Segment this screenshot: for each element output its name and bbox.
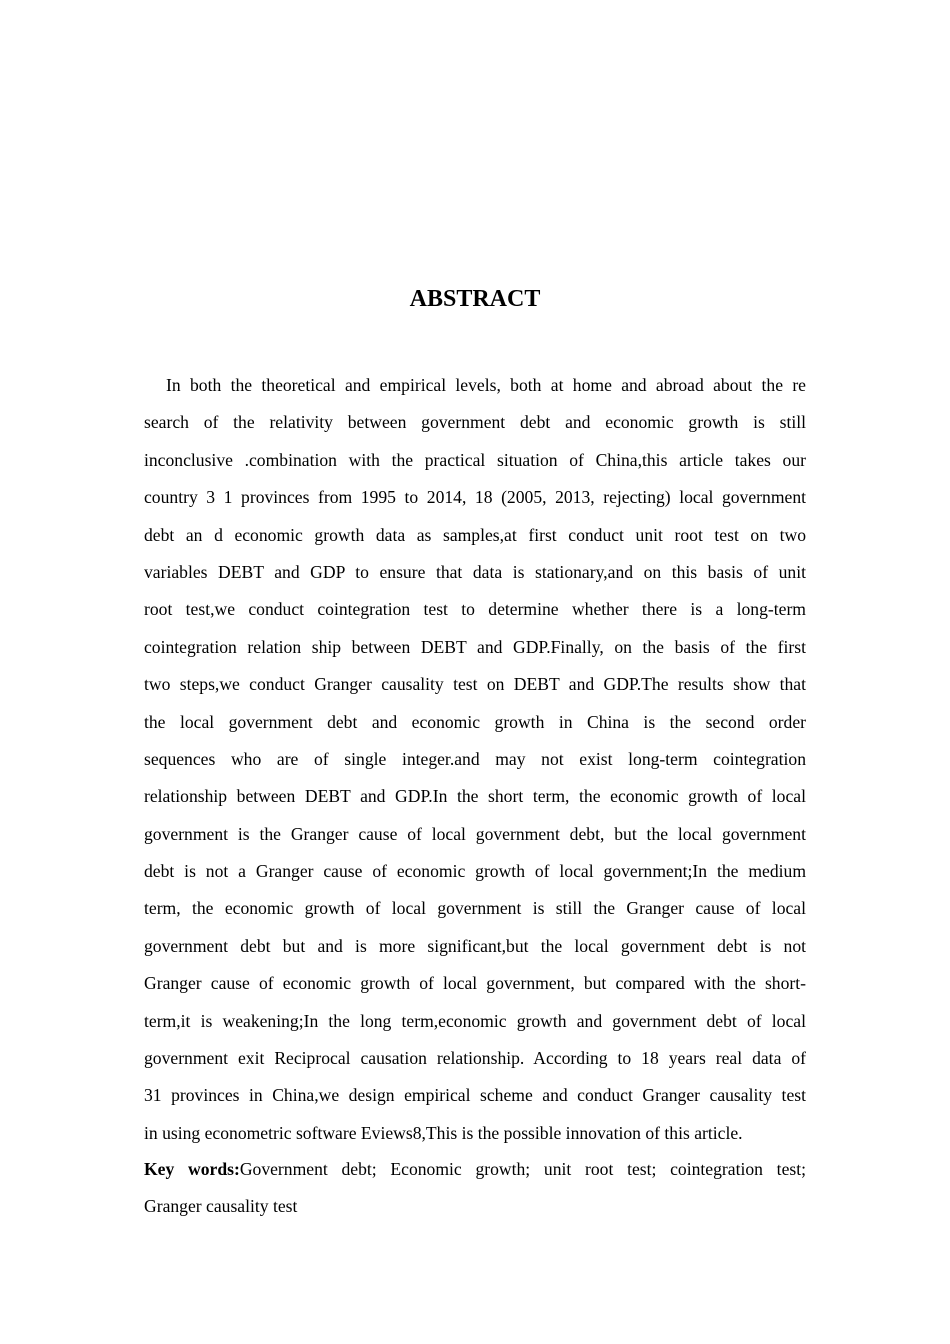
abstract-body — [144, 367, 806, 1152]
abstract-line: 31 provinces in China,we design empirical scheme and conduct Granger causality test — [144, 1085, 806, 1106]
abstract-line: variables DEBT and GDP to ensure that data is stationary,and on this basis of unit — [144, 561, 806, 582]
abstract-line: term,it is weakening;In the long term,economic growth and government debt of local — [144, 1010, 806, 1031]
keywords-line — [144, 1151, 806, 1188]
keywords-label: Key words: — [144, 1159, 240, 1179]
abstract-line: debt is not a Granger cause of economic growth of local government;In the medium — [144, 861, 806, 882]
abstract-line: country 3 1 provinces from 1995 to 2014, 18 (2005, 2013, rejecting) local government — [144, 487, 806, 508]
abstract-line: government debt but and is more significant,but the local government debt is not — [144, 935, 806, 956]
abstract-line: debt an d economic growth data as samples,at first conduct unit root test on two — [144, 524, 806, 545]
abstract-line: root test,we conduct cointegration test to determine whether there is a long-term — [144, 599, 806, 620]
abstract-line: Granger cause of economic growth of local government, but compared with the short- — [144, 973, 806, 994]
abstract-line: cointegration relation ship between DEBT and GDP.Finally, on the basis of the first — [144, 636, 806, 657]
abstract-line: two steps,we conduct Granger causality test on DEBT and GDP.The results show that — [144, 674, 806, 695]
keywords-text: Government debt; Economic growth; unit root test; cointegration test; — [239, 1159, 806, 1179]
abstract-line: search of the relativity between government debt and economic growth is still — [144, 412, 806, 433]
abstract-line: term, the economic growth of local government is still the Granger cause of local — [144, 898, 806, 919]
abstract-title: ABSTRACT — [409, 286, 541, 312]
abstract-line: government is the Granger cause of local government debt, but the local government — [144, 823, 806, 844]
keywords-continuation: Granger causality test — [144, 1196, 298, 1217]
abstract-line: sequences who are of single integer.and may not exist long-term cointegration — [144, 748, 806, 769]
abstract-line: relationship between DEBT and GDP.In the short term, the economic growth of local — [144, 786, 806, 807]
abstract-line: government exit Reciprocal causation relationship. According to 18 years real data of — [144, 1048, 806, 1069]
abstract-line: in using econometric software Eviews8,This is the possible innovation of this article. — [144, 1122, 743, 1143]
abstract-line: inconclusive .combination with the practical situation of China,this article takes our — [144, 449, 806, 470]
abstract-line: In both the theoretical and empirical levels, both at home and abroad about the re — [166, 375, 806, 395]
keywords-block — [144, 1151, 806, 1226]
abstract-line: the local government debt and economic growth in China is the second order — [144, 711, 806, 732]
